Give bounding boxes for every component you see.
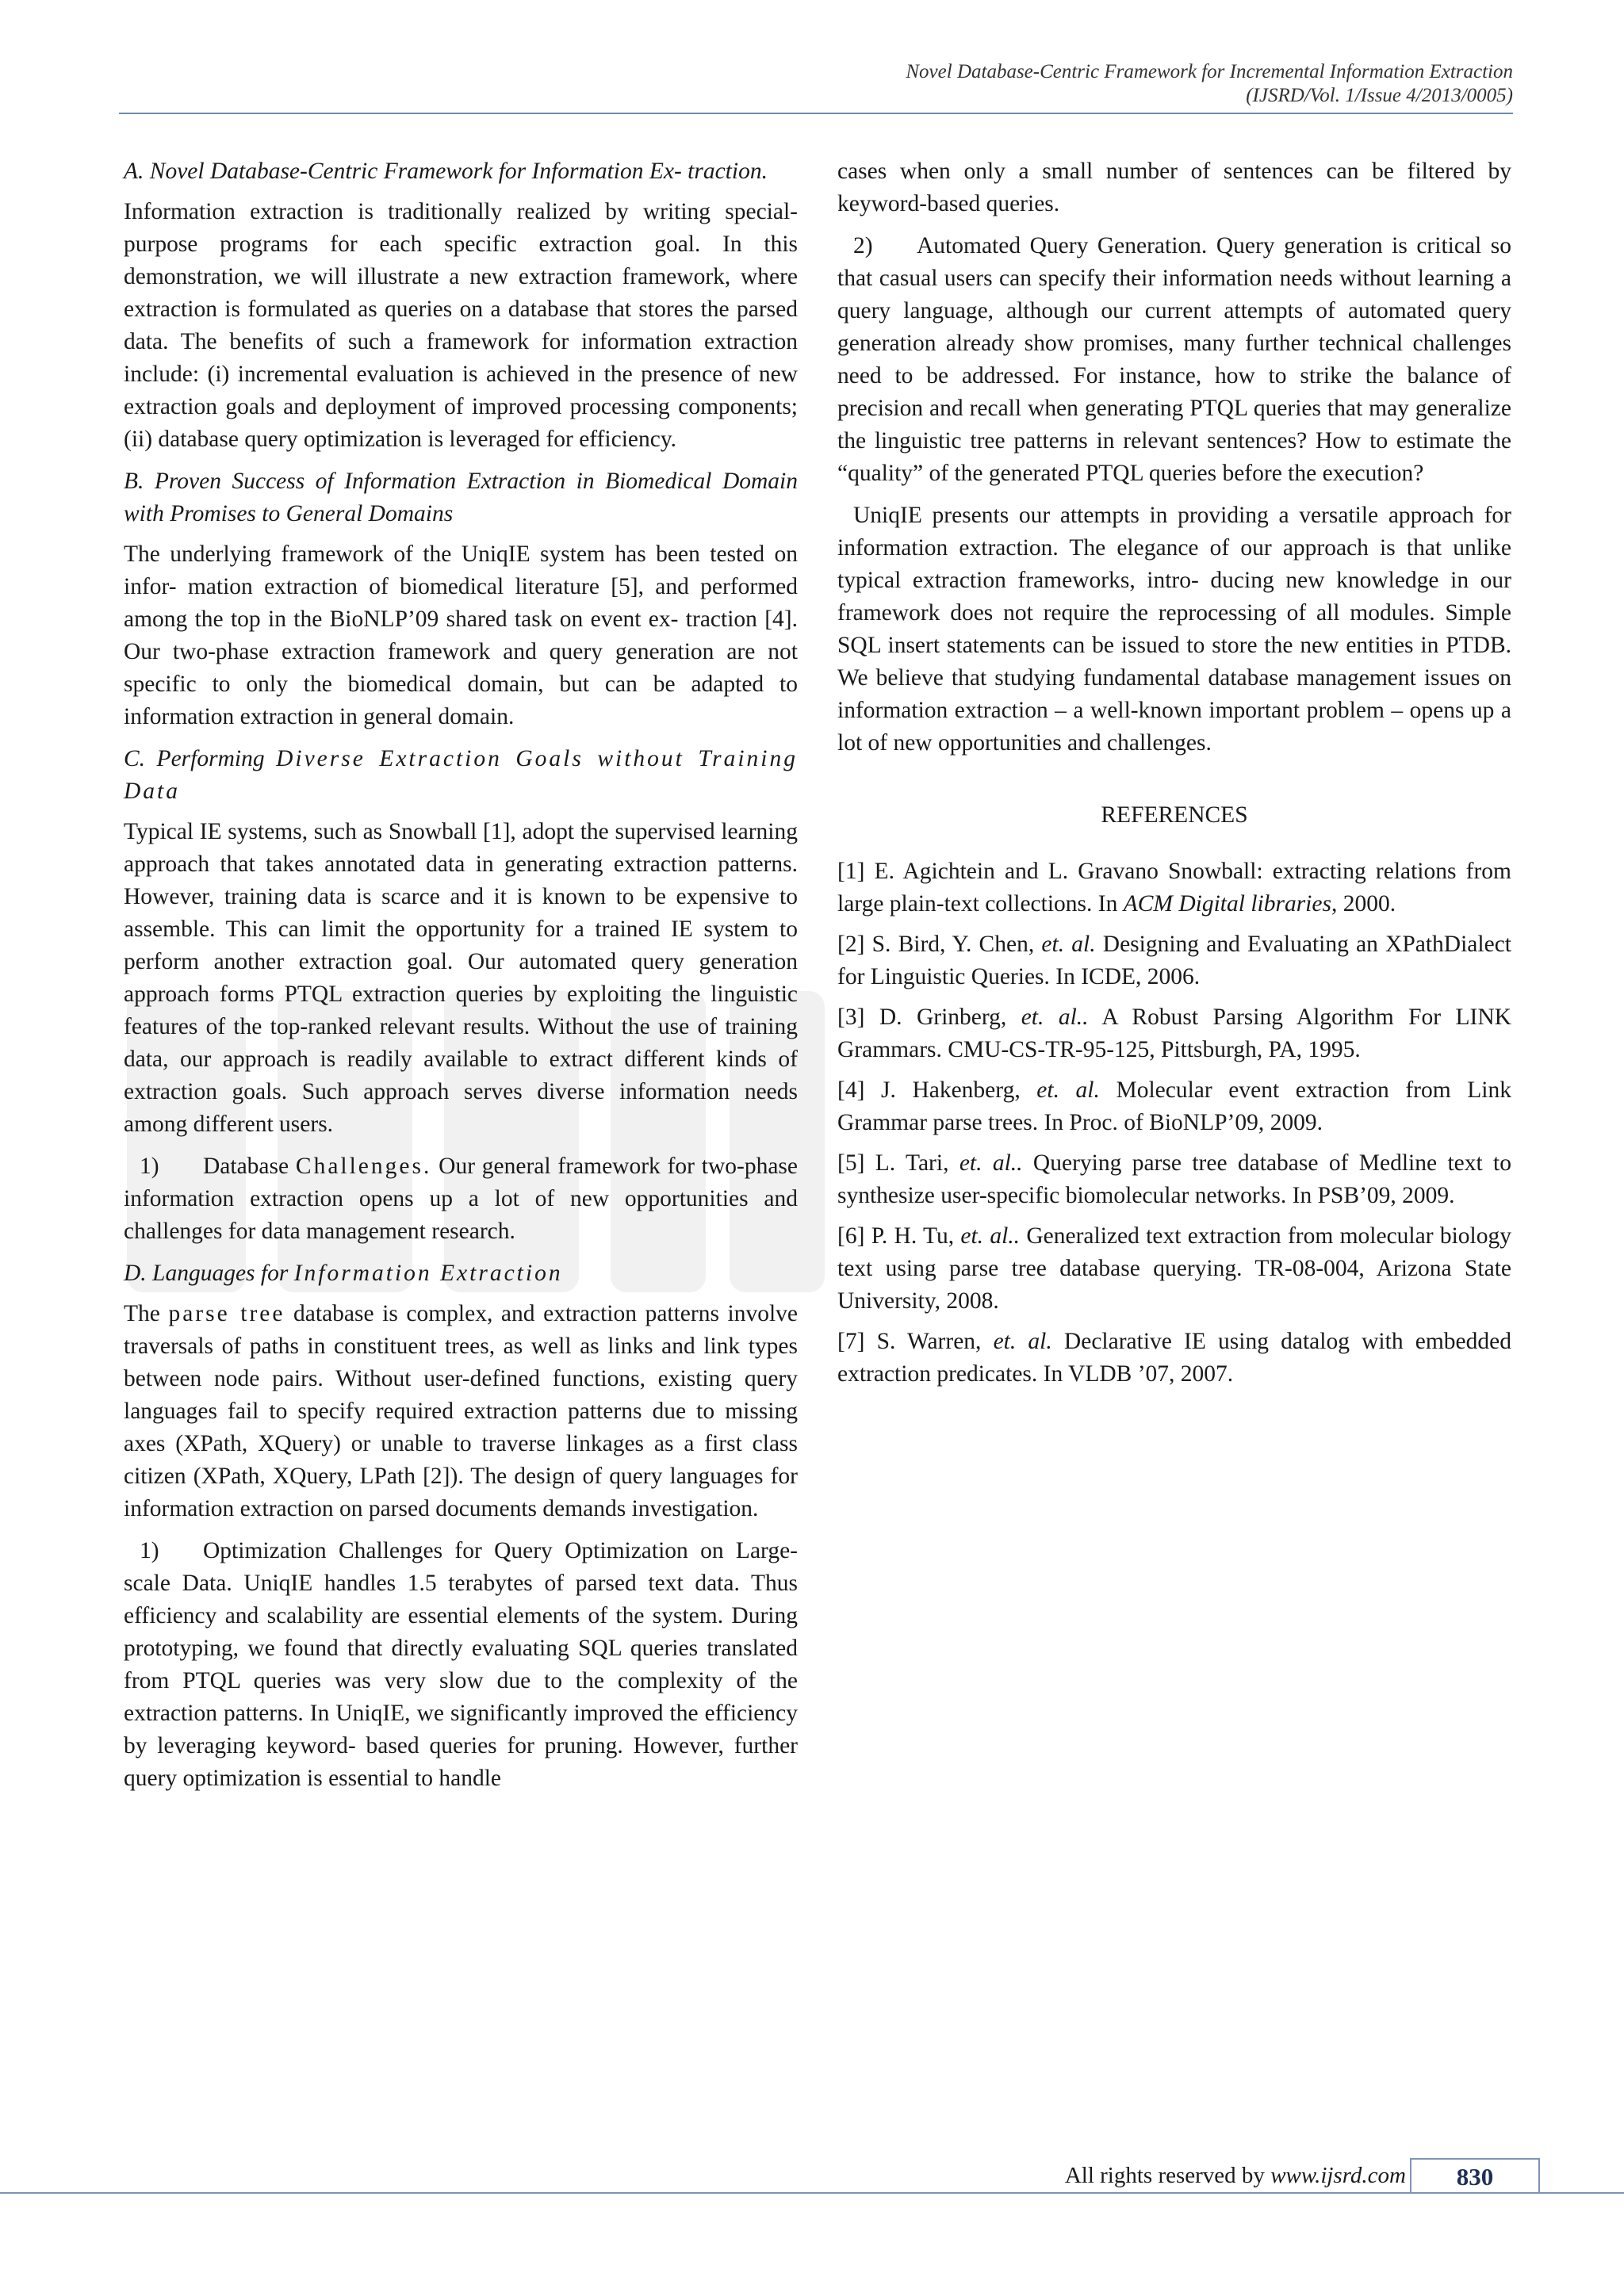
- footer-site-link[interactable]: www.ijsrd.com: [1270, 2163, 1406, 2188]
- reference-text: [5] L. Tari,: [837, 1150, 959, 1176]
- footer-divider: [0, 2192, 1624, 2194]
- references-heading: REFERENCES: [1101, 802, 1248, 828]
- reference-text-end: Declarative IE using datalog with embedded extraction predicates. In VLDB ’07, 2007.: [837, 1329, 1511, 1387]
- reference-italic: et. al..: [960, 1223, 1021, 1249]
- reference-text: [4] J. Hakenberg,: [837, 1077, 1037, 1103]
- section-c-subsection: [124, 1150, 798, 1248]
- reference-text: [6] P. H. Tu,: [837, 1223, 961, 1249]
- reference-item: [837, 1074, 1511, 1139]
- reference-item: [837, 1326, 1511, 1391]
- reference-italic: et. al.: [1041, 932, 1096, 957]
- left-column: [124, 155, 798, 1804]
- reference-text: [1] E. Agichtein and L. Gravano Snowball: extracting relations from large plain-text collections. In: [837, 859, 1511, 916]
- reference-item: [837, 928, 1511, 993]
- section-c-heading-lead: C. Performing: [124, 746, 265, 771]
- running-header: [906, 60, 1513, 108]
- section-d-heading-lead: D. Languages for: [124, 1261, 289, 1286]
- header-divider: [119, 113, 1513, 114]
- header-journal: (IJSRD/Vol. 1/Issue 4/2013/0005): [1246, 85, 1513, 106]
- reference-italic: ACM Digital libraries: [1123, 891, 1331, 916]
- subsection-text: Our general framework for two-phase information extraction opens up a lot of new opportunities and challenges for data management research.: [124, 1154, 798, 1244]
- page-number: 830: [1410, 2158, 1540, 2193]
- reference-text: [2] S. Bird, Y. Chen,: [837, 932, 1042, 957]
- footer-rights: [1065, 2163, 1406, 2189]
- subsection-term-spaced: Challenges.: [295, 1154, 432, 1179]
- reference-list: [837, 855, 1511, 1391]
- section-a-paragraph: Information extraction is traditionally realized by writing special-purpose programs for each specific extraction goal. In this demonstration, we will illustrate a new extraction framework, where extraction is formulated as queries on a database that stores the parsed data. The benefits of such a framework for information extraction include: (i) incremental evaluation is achieved in the presence of new extraction goals and deployment of improved processing components; (ii) database query optimization is leveraged for efficiency.: [124, 199, 798, 452]
- section-c-heading: [124, 743, 798, 808]
- subsection-number: 1): [140, 1538, 159, 1563]
- reference-item: [837, 855, 1511, 920]
- reference-text-end: , 2000.: [1331, 891, 1396, 916]
- subsection-2: [837, 230, 1511, 490]
- reference-italic: et. al..: [959, 1150, 1023, 1176]
- subsection-number: 2): [853, 233, 873, 258]
- right-column: [837, 155, 1511, 1399]
- continued-paragraph: cases when only a small number of sentences can be filtered by keyword-based queries.: [837, 159, 1511, 216]
- subsection-text: Optimization Challenges for Query Optimization on Large- scale Data. UniqIE handles 1.5 terabytes of parsed text data. Thus efficiency and scalability are essential elements of the system. During prototyping, we found that directly evaluating SQL queries translated from PTQL queries was very slow due to the complexity of the extraction patterns. In UniqIE, we significantly improved the efficiency by leveraging keyword- based queries for pruning. However, further query optimization is essential to handle: [124, 1538, 798, 1791]
- reference-italic: et. al.: [993, 1329, 1052, 1354]
- reference-text-end: Molecular event extraction from Link Grammar parse trees. In Proc. of BioNLP’09, 2009.: [837, 1077, 1511, 1135]
- section-d-term: parse tree: [168, 1301, 285, 1326]
- reference-italic: et. al..: [1021, 1004, 1089, 1030]
- subsection-text: Automated Query Generation. Query generation is critical so that casual users can specify their information needs without learning a query language, although our current attempts of automated query generation already show promises, many further technical challenges need to be addressed. For instance, how to strike the balance of precision and recall when generating PTQL queries that may generalize the linguistic tree patterns in relevant sentences? How to estimate the “quality” of the generated PTQL queries before the execution?: [837, 233, 1511, 486]
- section-b-paragraph: The underlying framework of the UniqIE system has been tested on infor- mation extraction of biomedical literature [5], and performed among the top in the BioNLP’09 shared task on event ex- traction [4]. Our two-phase extraction framework and query generation are not specific to only the biomedical domain, but can be adapted to information extraction in general domain.: [124, 541, 798, 729]
- reference-item: [837, 1147, 1511, 1212]
- reference-text: [7] S. Warren,: [837, 1329, 994, 1354]
- section-d-text: database is complex, and extraction patterns involve traversals of paths in constituent trees, as well as links and link types between node pairs. Without user-defined functions, existing query languages fail to specify required extraction patterns due to missing axes (XPath, XQuery) or unable to traverse linkages as a first class citizen (XPath, XQuery, LPath [2]). The design of query languages for information extraction on parsed documents demands investigation.: [124, 1301, 799, 1521]
- uniqie-paragraph: UniqIE presents our attempts in providing a versatile approach for information extraction. The elegance of our approach is that unlike typical extraction frameworks, intro- ducing new knowledge in our framework does not require the reprocessing of all modules. Simple SQL insert statements can be issued to store the new entities in PTDB. We believe that studying fundamental database management issues on information extraction – a well-known important problem – opens up a lot of new opportunities and challenges.: [837, 503, 1511, 756]
- section-b-heading: B. Proven Success of Information Extraction in Biomedical Domain with Promises to General Domains: [124, 469, 798, 526]
- footer-rights-text: All rights reserved by: [1064, 2163, 1271, 2188]
- header-title: Novel Database-Centric Framework for Incremental Information Extraction: [906, 61, 1513, 82]
- reference-item: [837, 1001, 1511, 1066]
- reference-item: [837, 1220, 1511, 1318]
- reference-text-end: Designing and Evaluating an XPathDialect for Linguistic Queries. In ICDE, 2006.: [837, 932, 1511, 989]
- section-c-heading-rest: Diverse Extraction Goals without Training Data: [124, 746, 798, 804]
- subsection-term: Database: [203, 1154, 289, 1179]
- reference-text-end: Generalized text extraction from molecular biology text using parse tree database querying. TR-08-004, Arizona State University, 2008.: [837, 1223, 1511, 1314]
- section-d-subsection: [124, 1535, 798, 1795]
- subsection-number: 1): [140, 1154, 159, 1179]
- reference-text-end: Querying parse tree database of Medline text to synthesize user-specific biomolecular networks. In PSB’09, 2009.: [837, 1150, 1511, 1208]
- reference-text-end: A Robust Parsing Algorithm For LINK Grammars. CMU-CS-TR-95-125, Pittsburgh, PA, 1995.: [837, 1004, 1511, 1062]
- section-d-lead: The: [124, 1301, 160, 1326]
- section-d-heading: [124, 1257, 798, 1290]
- reference-text: [3] D. Grinberg,: [837, 1004, 1021, 1030]
- section-d-paragraph: [124, 1298, 798, 1525]
- section-c-paragraph: Typical IE systems, such as Snowball [1], adopt the supervised learning approach that takes annotated data in generating extraction patterns. However, training data is scarce and it is known to be expensive to assemble. This can limit the opportunity for a trained IE system to perform another extraction goal. Our automated query generation approach forms PTQL extraction queries by exploiting the linguistic features of the top-ranked relevant results. Without the use of training data, our approach is readily available to extract different kinds of extraction goals. Such approach serves diverse information needs among different users.: [124, 819, 798, 1137]
- section-d-heading-rest: Information Extraction: [293, 1261, 563, 1286]
- reference-italic: et. al.: [1036, 1077, 1100, 1103]
- section-a-heading: A. Novel Database-Centric Framework for Information Ex- traction.: [124, 159, 768, 184]
